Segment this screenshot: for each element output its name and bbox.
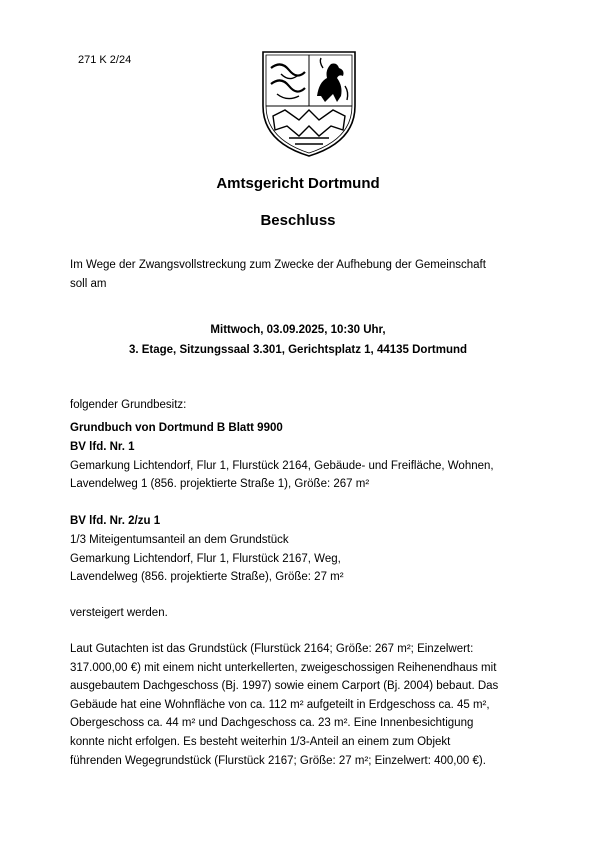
appraisal-line: Obergeschoss ca. 44 m² und Dachgeschoss ca. 23 m². Eine Innenbesichtigung <box>70 717 474 730</box>
intro-line-2: soll am <box>70 278 107 290</box>
appraisal-line: ausgebautem Dachgeschoss (Bj. 1997) sowie einem Carport (Bj. 2004) bebaut. Das <box>70 680 499 693</box>
appointment-date-time: Mittwoch, 03.09.2025, 10:30 Uhr, <box>210 324 386 336</box>
appraisal-line: führenden Wegegrundstück (Flurstück 2167; Größe: 27 m²; Einzelwert: 400,00 €). <box>70 754 486 767</box>
closing-statement: versteigert werden. <box>70 607 168 619</box>
land-register: Grundbuch von Dortmund B Blatt 9900 <box>70 422 283 434</box>
appraisal-line: Gebäude hat eine Wohnfläche von ca. 112 m² aufgeteilt in Erdgeschoss ca. 45 m², <box>70 698 490 711</box>
document-title: Beschluss <box>260 212 336 229</box>
item1-heading: BV lfd. Nr. 1 <box>70 441 135 453</box>
appraisal-line: Laut Gutachten ist das Grundstück (Flurstück 2164; Größe: 267 m²; Einzelwert: <box>70 643 474 655</box>
item1-line-1: Gemarkung Lichtendorf, Flur 1, Flurstück 2164, Gebäude- und Freifläche, Wohnen, <box>70 460 494 472</box>
nrw-coat-of-arms-icon <box>259 46 359 160</box>
appraisal-paragraph <box>70 640 540 770</box>
appraisal-line: 317.000,00 €) mit einem nicht unterkellerten, zweigeschossigen Reihenendhaus mit <box>70 661 497 674</box>
item2-heading: BV lfd. Nr. 2/zu 1 <box>70 515 161 527</box>
intro-line-1: Im Wege der Zwangsvollstreckung zum Zwecke der Aufhebung der Gemeinschaft <box>70 259 486 271</box>
item1-line-2: Lavendelweg 1 (856. projektierte Straße 1), Größe: 267 m² <box>70 478 370 490</box>
property-lead: folgender Grundbesitz: <box>70 399 187 411</box>
appointment-location: 3. Etage, Sitzungssaal 3.301, Gerichtsplatz 1, 44135 Dortmund <box>128 344 468 356</box>
court-name: Amtsgericht Dortmund <box>216 175 380 192</box>
item2-line-3: Lavendelweg (856. projektierte Straße), Größe: 27 m² <box>70 571 344 583</box>
file-reference: 271 K 2/24 <box>78 54 132 66</box>
appraisal-line: konnte nicht erfolgen. Es besteht weiterhin 1/3-Anteil an einem zum Objekt <box>70 735 451 748</box>
item2-line-2: Gemarkung Lichtendorf, Flur 1, Flurstück 2167, Weg, <box>70 553 341 565</box>
item2-line-1: 1/3 Miteigentumsanteil an dem Grundstück <box>70 534 289 546</box>
